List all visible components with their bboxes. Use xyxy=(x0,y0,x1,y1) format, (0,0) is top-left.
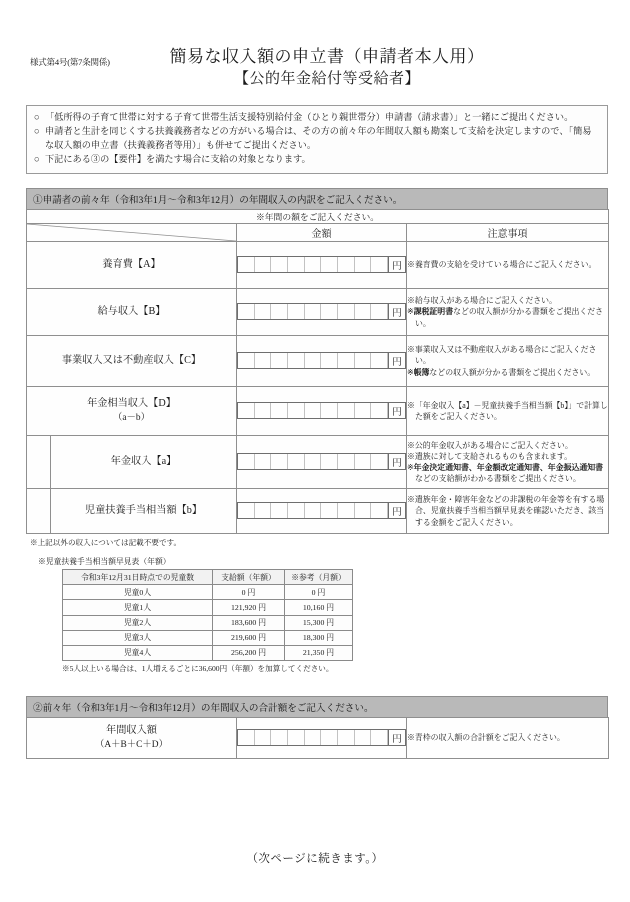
note-text: ※給与収入がある場合にご記入ください。 xyxy=(407,296,557,306)
amount-digit-box[interactable] xyxy=(321,730,338,745)
allowance-children: 児童0人 xyxy=(63,585,213,600)
notice-box xyxy=(26,105,608,174)
amount-digit-box[interactable] xyxy=(321,257,338,272)
amount-digit-box[interactable] xyxy=(238,730,255,745)
section2-wrapper xyxy=(0,696,630,759)
table-row xyxy=(27,717,609,758)
amount-box-grid[interactable] xyxy=(237,402,406,419)
note-text: ※「年金収入【a】－児童扶養手当相当額【b】」で計算した額をご記入ください。 xyxy=(407,400,608,421)
section1-band: ①申請者の前々年（令和3年1月～令和3年12月）の年間収入の内訳をご記入ください。 xyxy=(26,188,608,209)
amount-digit-box[interactable] xyxy=(255,304,272,319)
amount-digit-box[interactable] xyxy=(355,353,372,368)
row-label-d-sub: （a－b） xyxy=(113,412,150,423)
indent-spacer xyxy=(27,435,51,488)
amount-box-grid[interactable] xyxy=(237,352,406,369)
amount-digit-box[interactable] xyxy=(371,353,388,368)
allowance-annual: 219,600 円 xyxy=(213,630,285,645)
amount-digit-box[interactable] xyxy=(271,257,288,272)
amount-digit-box[interactable] xyxy=(305,503,322,518)
allowance-monthly: 0 円 xyxy=(285,585,353,600)
row-label-d-main: 年金相当収入【D】 xyxy=(87,398,176,410)
note-text: ※青枠の収入額の合計額をご記入ください。 xyxy=(407,732,565,742)
table-row xyxy=(27,288,609,335)
income-breakdown-table xyxy=(26,209,609,534)
amount-digit-box[interactable] xyxy=(305,403,322,418)
amount-box-grid[interactable] xyxy=(237,303,406,320)
table-row xyxy=(63,600,353,615)
amount-input-a[interactable] xyxy=(237,241,407,288)
notes-cell-d xyxy=(407,386,609,435)
amount-input-small-b[interactable] xyxy=(237,488,407,533)
notes-cell-small-b xyxy=(407,488,609,533)
amount-input-total[interactable] xyxy=(237,717,407,758)
table-subhead-row xyxy=(27,209,609,223)
amount-digit-box[interactable] xyxy=(321,403,338,418)
diagonal-line-icon xyxy=(27,224,236,241)
amount-digit-box[interactable] xyxy=(321,353,338,368)
allowance-monthly: 15,300 円 xyxy=(285,615,353,630)
notice-line xyxy=(34,153,600,167)
note-text: ※公的年金収入がある場合にご記入ください。 xyxy=(407,440,573,450)
amount-box-grid[interactable] xyxy=(237,502,406,519)
page-footer: （次ページに続きます。） xyxy=(246,853,384,865)
allowance-children: 児童1人 xyxy=(63,600,213,615)
amount-digit-box[interactable] xyxy=(371,730,388,745)
amount-digit-box[interactable] xyxy=(355,503,372,518)
amount-digit-box[interactable] xyxy=(371,503,388,518)
amount-digit-box[interactable] xyxy=(288,503,305,518)
allowance-children: 児童3人 xyxy=(63,630,213,645)
allowance-children: 児童4人 xyxy=(63,645,213,660)
note-text: ※遺族に対して支給されるものも含まれます。 xyxy=(407,451,573,461)
total-income-table xyxy=(26,717,609,759)
amount-digit-box[interactable] xyxy=(321,454,338,469)
amount-digit-box[interactable] xyxy=(338,353,355,368)
amount-digit-box[interactable] xyxy=(271,403,288,418)
amount-digit-box[interactable] xyxy=(371,257,388,272)
amount-digit-box[interactable] xyxy=(288,403,305,418)
amount-box-grid[interactable] xyxy=(237,729,406,746)
amount-digit-box[interactable] xyxy=(255,730,272,745)
amount-digit-box[interactable] xyxy=(338,257,355,272)
amount-digit-box[interactable] xyxy=(338,304,355,319)
table-header-row xyxy=(27,223,609,241)
notice-text: 「低所得の子育て世帯に対する子育て世帯生活支援特別給付金（ひとり親世帯分）申請書（請求書）」と一緒にご提出ください。 xyxy=(45,112,574,122)
notice-text: 申請者と生計を同じくする扶養義務者などの方がいる場合は、その方の前々年の年間収入額も勘案して支給を決定しますので、「簡易な収入額の申立書（扶養義務者等用）」も併せてご提出ください。 xyxy=(45,125,592,150)
amount-digit-box[interactable] xyxy=(305,730,322,745)
amount-digit-box[interactable] xyxy=(338,503,355,518)
yen-unit-label: 円 xyxy=(388,353,405,368)
table-row xyxy=(27,386,609,435)
amount-box-grid[interactable] xyxy=(237,453,406,470)
page-subtitle: 【公的年金給付等受給者】 xyxy=(233,71,420,88)
allowance-col-monthly: ※参考（月額） xyxy=(285,569,353,584)
amount-box-grid[interactable] xyxy=(237,256,406,273)
amount-digit-box[interactable] xyxy=(371,454,388,469)
allowance-annual: 121,920 円 xyxy=(213,600,285,615)
row-label-small-b: 児童扶養手当相当額【b】 xyxy=(51,488,237,533)
amount-digit-box[interactable] xyxy=(255,403,272,418)
allowance-reference-table xyxy=(62,569,353,661)
allowance-annual: 0 円 xyxy=(213,585,285,600)
amount-digit-box[interactable] xyxy=(355,730,372,745)
amount-digit-box[interactable] xyxy=(255,353,272,368)
yen-unit-label: 円 xyxy=(388,503,405,518)
notes-cell-small-a xyxy=(407,435,609,488)
allowance-footnote: ※5人以上いる場合は、1人増えるごとに36,600円（年額）を加算してください。 xyxy=(62,663,334,673)
amount-digit-box[interactable] xyxy=(271,454,288,469)
allowance-monthly: 18,300 円 xyxy=(285,630,353,645)
amount-digit-box[interactable] xyxy=(255,454,272,469)
section2-band: ②前々年（令和3年1月～令和3年12月）の年間収入の合計額をご記入ください。 xyxy=(26,696,608,717)
column-header-amount: 金額 xyxy=(237,223,407,241)
amount-digit-box[interactable] xyxy=(305,304,322,319)
notes-cell-b xyxy=(407,288,609,335)
row-label-d xyxy=(27,386,237,435)
amount-digit-box[interactable] xyxy=(238,503,255,518)
title-block xyxy=(0,0,630,89)
amount-digit-box[interactable] xyxy=(238,454,255,469)
amount-input-d[interactable] xyxy=(237,386,407,435)
table-row xyxy=(63,645,353,660)
amount-digit-box[interactable] xyxy=(271,503,288,518)
amount-digit-box[interactable] xyxy=(338,403,355,418)
page-title: 簡易な収入額の申立書（申請者本人用） xyxy=(169,47,485,66)
form-number: 様式第4号(第7条関係) xyxy=(30,57,110,67)
amount-digit-box[interactable] xyxy=(371,304,388,319)
allowance-annual: 183,600 円 xyxy=(213,615,285,630)
amount-input-small-a[interactable] xyxy=(237,435,407,488)
yen-unit-label: 円 xyxy=(388,257,405,272)
row-label-a: 養育費【A】 xyxy=(27,241,237,288)
table-row xyxy=(27,488,609,533)
amount-digit-box[interactable] xyxy=(355,304,372,319)
indent-spacer xyxy=(27,488,51,533)
notes-cell-total xyxy=(407,717,609,758)
amount-digit-box[interactable] xyxy=(338,454,355,469)
amount-digit-box[interactable] xyxy=(338,730,355,745)
allowance-col-annual: 支給額（年額） xyxy=(213,569,285,584)
amount-digit-box[interactable] xyxy=(238,353,255,368)
table-row xyxy=(27,335,609,386)
amount-digit-box[interactable] xyxy=(288,730,305,745)
amount-digit-box[interactable] xyxy=(305,353,322,368)
amount-digit-box[interactable] xyxy=(305,454,322,469)
amount-digit-box[interactable] xyxy=(238,304,255,319)
amount-digit-box[interactable] xyxy=(271,304,288,319)
amount-digit-box[interactable] xyxy=(355,257,372,272)
row-label-small-a: 年金収入【a】 xyxy=(51,435,237,488)
row-label-total-sub: （A＋B＋C＋D） xyxy=(95,739,168,750)
allowance-header-row xyxy=(63,569,353,584)
amount-digit-box[interactable] xyxy=(271,353,288,368)
table-row xyxy=(63,615,353,630)
table-row xyxy=(63,585,353,600)
notice-line xyxy=(34,111,600,125)
row-label-c: 事業収入又は不動産収入【C】 xyxy=(27,335,237,386)
allowance-monthly: 10,160 円 xyxy=(285,600,353,615)
table-row xyxy=(63,630,353,645)
amount-digit-box[interactable] xyxy=(255,257,272,272)
column-header-notes: 注意事項 xyxy=(407,223,609,241)
amount-digit-box[interactable] xyxy=(355,454,372,469)
notice-text: 下記にある③の【要件】を満たす場合に支給の対象となります。 xyxy=(45,153,311,164)
amount-digit-box[interactable] xyxy=(238,257,255,272)
amount-digit-box[interactable] xyxy=(288,304,305,319)
yen-unit-label: 円 xyxy=(388,403,405,418)
amount-input-b[interactable] xyxy=(237,288,407,335)
allowance-monthly: 21,350 円 xyxy=(285,645,353,660)
amount-digit-box[interactable] xyxy=(288,257,305,272)
amount-subhead: ※年間の額をご記入ください。 xyxy=(27,209,609,223)
amount-digit-box[interactable] xyxy=(321,304,338,319)
table-row xyxy=(27,241,609,288)
note-text: ※養育費の支給を受けている場合にご記入ください。 xyxy=(407,260,597,270)
amount-digit-box[interactable] xyxy=(238,403,255,418)
section1-footnote: ※上記以外の収入については記載不要です。 xyxy=(30,537,182,547)
yen-unit-label: 円 xyxy=(388,304,405,319)
allowance-col-children: 令和3年12月31日時点での児童数 xyxy=(63,569,213,584)
amount-digit-box[interactable] xyxy=(305,257,322,272)
amount-digit-box[interactable] xyxy=(355,403,372,418)
amount-digit-box[interactable] xyxy=(288,353,305,368)
allowance-table-caption: ※児童扶養手当相当額早見表（年額） xyxy=(38,556,171,566)
row-label-total-main: 年間収入額 xyxy=(106,724,157,736)
row-label-total xyxy=(27,717,237,758)
amount-digit-box[interactable] xyxy=(321,503,338,518)
notes-cell-a xyxy=(407,241,609,288)
yen-unit-label: 円 xyxy=(388,454,405,469)
allowance-annual: 256,200 円 xyxy=(213,645,285,660)
notice-bullet: ○ xyxy=(34,153,40,164)
allowance-children: 児童2人 xyxy=(63,615,213,630)
note-text-bold: ※帳簿などの収入額が分かる書類をご提出ください。 xyxy=(407,367,596,377)
note-text: ※事業収入又は不動産収入がある場合にご記入ください。 xyxy=(407,345,597,366)
amount-digit-box[interactable] xyxy=(288,454,305,469)
note-text-bold: ※年金決定通知書、年金額改定通知書、年金振込通知書などの支給額がわかる書類をご提出ください。 xyxy=(407,462,604,484)
notice-bullet: ○ xyxy=(34,112,40,122)
notes-cell-c xyxy=(407,335,609,386)
amount-digit-box[interactable] xyxy=(255,503,272,518)
note-text-bold: ※課税証明書などの収入額が分かる書類をご提出ください。 xyxy=(407,307,604,328)
amount-digit-box[interactable] xyxy=(371,403,388,418)
notice-line xyxy=(34,125,600,153)
notice-bullet: ○ xyxy=(34,125,40,136)
amount-digit-box[interactable] xyxy=(271,730,288,745)
row-label-b: 給与収入【B】 xyxy=(27,288,237,335)
table-row xyxy=(27,435,609,488)
note-text: ※遺族年金・障害年金などの非課税の年金等を有する場合、児童扶養手当相当額早見表を確認いただき、該当する金額をご記入ください。 xyxy=(407,495,605,527)
yen-unit-label: 円 xyxy=(388,730,405,745)
diagonal-corner-cell xyxy=(27,223,237,241)
amount-input-c[interactable] xyxy=(237,335,407,386)
